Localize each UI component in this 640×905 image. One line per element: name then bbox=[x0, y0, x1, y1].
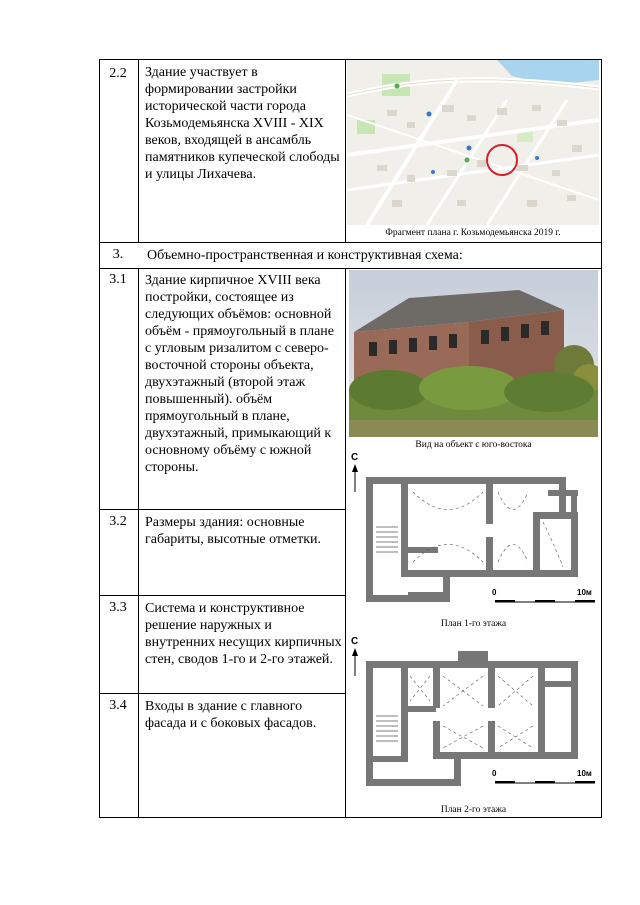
row-number: 3.2 bbox=[109, 514, 127, 529]
north-label: С bbox=[351, 636, 359, 647]
second-floor-plan bbox=[348, 636, 600, 804]
scale-start: 0 bbox=[492, 588, 497, 597]
row-text: Входы в здание с главного фасада и с боковых фасадов. bbox=[145, 699, 317, 731]
row-text: Система и конструктивное решение наружных и внутренних несущих кирпичных стен, сводов 1-го и 2-го этажей. bbox=[145, 601, 342, 667]
north-label: С bbox=[351, 452, 359, 463]
row-text: Здание участвует в формировании застройки исторической части города Козьмодемьянска XVIII - XIX веков, входящей в ансамбль памятников купеческой слободы и улицы Лихачева. bbox=[145, 65, 340, 182]
row-number: 3.1 bbox=[109, 272, 127, 287]
photo-caption: Вид на объект с юго-востока bbox=[415, 440, 532, 450]
row-number: 3.3 bbox=[109, 600, 127, 615]
row-number: 3. bbox=[112, 247, 124, 262]
row-text: Размеры здания: основные габариты, высотные отметки. bbox=[145, 515, 322, 547]
floor-plan-drawing bbox=[348, 636, 600, 804]
scale-end: 10м bbox=[577, 769, 592, 778]
city-map bbox=[347, 60, 599, 225]
row-number: 2.2 bbox=[109, 66, 127, 81]
building-photo bbox=[349, 270, 598, 437]
map-illustration bbox=[347, 60, 599, 225]
row-text: Здание кирпичное XVIII века постройки, состоящее из следующих объёмов: основной объём - прямоугольный в плане с угловым ризалитом с северо-восточной стороны объекта, двухэтажный (второй этаж повышенный). объём прямоугольный в плане, двухэтажный, примыкающий к основному объёму с южной стороны. bbox=[145, 273, 334, 475]
section-heading: Объемно-пространственная и конструктивная схема: bbox=[147, 248, 463, 263]
scale-end: 10м bbox=[577, 588, 592, 597]
first-plan-caption: План 1-го этажа bbox=[440, 619, 507, 629]
photo-illustration bbox=[349, 270, 598, 437]
row-number: 3.4 bbox=[109, 698, 127, 713]
map-caption: Фрагмент плана г. Козьмодемьянска 2019 г. bbox=[385, 228, 561, 238]
scale-start: 0 bbox=[492, 769, 497, 778]
second-plan-caption: План 2-го этажа bbox=[440, 805, 507, 815]
first-floor-plan bbox=[348, 452, 600, 627]
floor-plan-drawing bbox=[348, 452, 600, 627]
